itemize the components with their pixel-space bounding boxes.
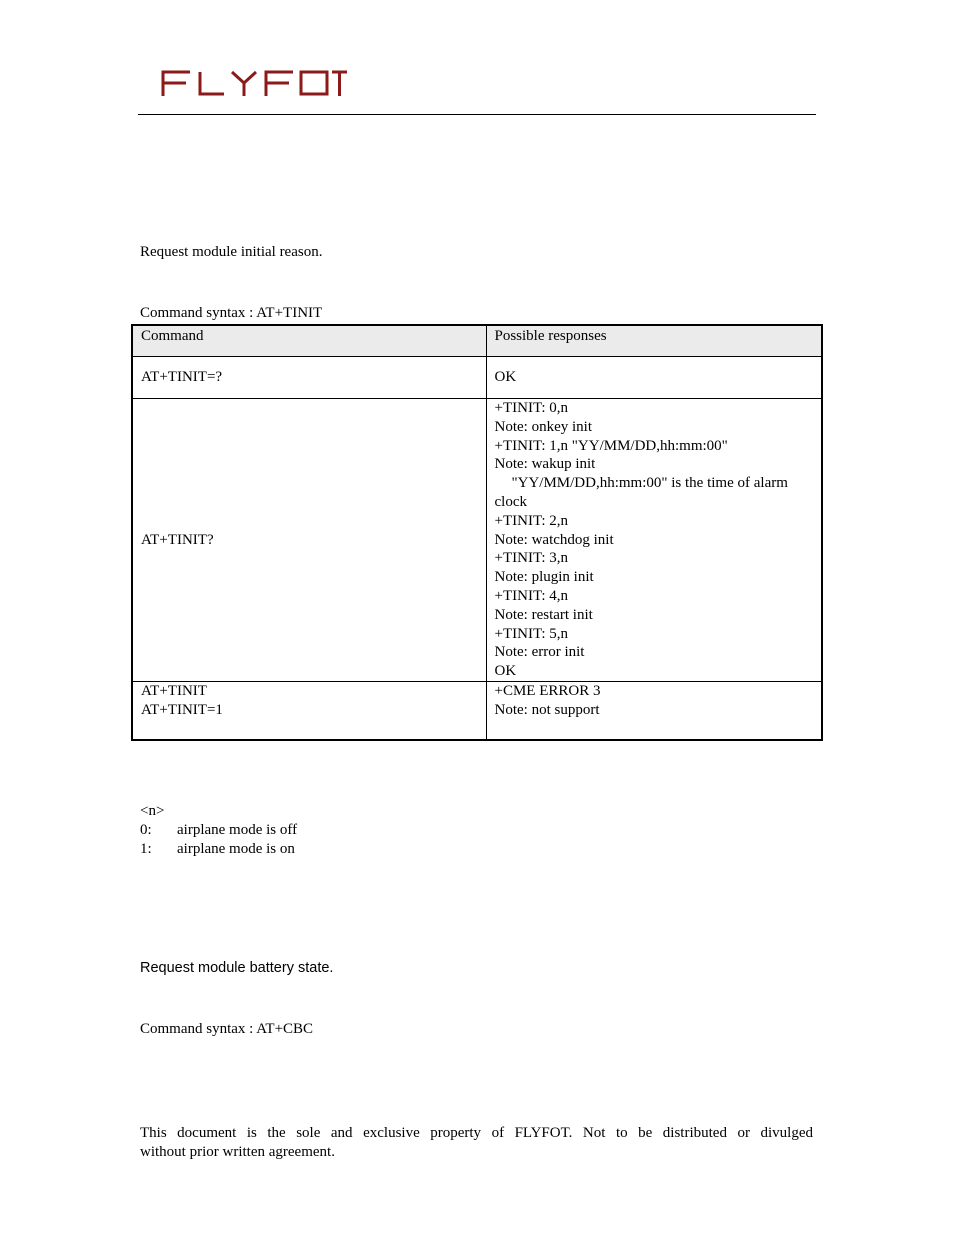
parameter-text: airplane mode is on xyxy=(177,841,295,857)
footer-line: This document is the sole and exclusive property of FLYFOT. Not to be distributed or divulged xyxy=(140,1125,813,1141)
table-row xyxy=(132,681,822,740)
tinit-description: Request module initial reason. xyxy=(140,244,323,260)
response-line: +TINIT: 0,n xyxy=(494,400,569,416)
parameter-value-row xyxy=(140,821,297,840)
response-cell xyxy=(486,357,822,399)
command-text: AT+TINIT=1 xyxy=(141,701,223,718)
command-text: AT+TINIT=? xyxy=(141,369,223,386)
cbc-description: Request module battery state. xyxy=(140,960,334,976)
response-text: OK xyxy=(494,369,517,386)
response-line: Note: not support xyxy=(494,701,600,718)
response-line: Note: onkey init xyxy=(494,418,592,435)
parameter-list xyxy=(140,802,297,859)
footer-line: without prior written agreement. xyxy=(140,1144,335,1160)
footer-notice xyxy=(140,1124,813,1162)
response-line: Note: plugin init xyxy=(494,569,594,586)
response-line: +TINIT: 4,n xyxy=(494,587,569,604)
table-row xyxy=(132,399,822,682)
header-possible-responses: Possible responses xyxy=(486,325,822,357)
header-command: Command xyxy=(132,325,486,357)
command-cell xyxy=(132,399,486,682)
command-text: AT+TINIT xyxy=(141,682,207,699)
response-line: +TINIT: 3,n xyxy=(494,550,569,567)
response-line: Note: error init xyxy=(494,644,585,661)
flyfot-logo xyxy=(160,68,348,98)
response-line: "YY/MM/DD,hh:mm:00" is the time of alarm xyxy=(511,475,788,492)
header-divider xyxy=(138,114,816,115)
response-cell xyxy=(486,681,822,740)
command-text: AT+TINIT? xyxy=(141,531,214,548)
response-line: +TINIT: 1,n "YY/MM/DD,hh:mm:00" xyxy=(494,437,728,454)
response-line: Note: watchdog init xyxy=(494,531,614,548)
parameter-value-row xyxy=(140,840,297,859)
response-line: clock xyxy=(494,493,527,510)
table-header-row xyxy=(132,325,822,357)
parameter-key: 1: xyxy=(140,841,152,857)
parameter-text: airplane mode is off xyxy=(177,822,298,838)
parameter-key: 0: xyxy=(140,822,152,838)
response-cell xyxy=(486,399,822,682)
response-line: Note: restart init xyxy=(494,606,593,623)
response-line: +TINIT: 5,n xyxy=(494,625,569,642)
response-line: Note: wakup init xyxy=(494,456,596,473)
response-line: +CME ERROR 3 xyxy=(494,682,601,699)
response-line: +TINIT: 2,n xyxy=(494,512,569,529)
parameter-name: <n> xyxy=(140,803,165,819)
cbc-command-syntax: Command syntax : AT+CBC xyxy=(140,1021,314,1037)
command-cell xyxy=(132,357,486,399)
table-row xyxy=(132,357,822,399)
tinit-command-syntax: Command syntax : AT+TINIT xyxy=(140,305,323,321)
response-line: OK xyxy=(494,663,517,680)
tinit-command-table xyxy=(131,324,823,741)
command-cell xyxy=(132,681,486,740)
